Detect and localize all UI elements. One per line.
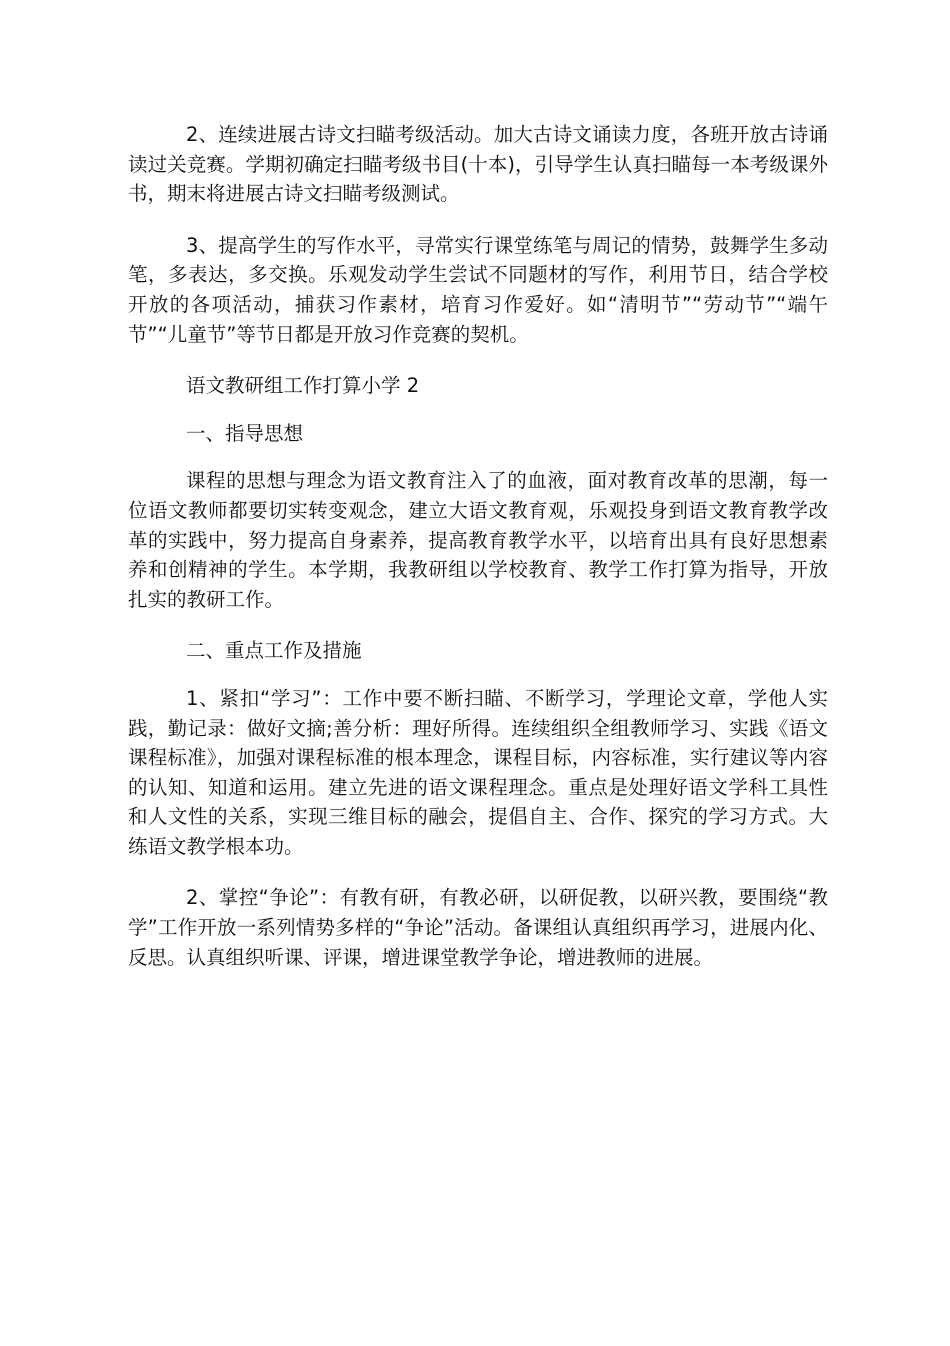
heading-guiding-ideology: 一、指导思想: [186, 421, 304, 445]
paragraph-guiding-ideology: 课程的思想与理念为语文教育注入了的血液，面对教育改革的思潮，每一位语文教师都要切实转变观念，建立大语文教育观，乐观投身到语文教育教学改革的实践中，努力提高自身素养，提高教育教学水平，以培育出具有良好思想素养和创精神的学生。本学期，我教研组以学校教育、教学工作打算为指导，开放扎实的教研工作。: [128, 469, 828, 611]
paragraph-writing-level: 3、提高学生的写作水平，寻常实行课堂练笔与周记的情势，鼓舞学生多动笔，多表达，多交换。乐观发动学生尝试不同题材的写作，利用节日，结合学校开放的各项活动，捕获习作素材，培育习作爱好。如“清明节”“劳动节”“端午节”“儿童节”等节日都是开放习作竞赛的契机。: [128, 233, 828, 346]
paragraph-classical-poetry-reading: 2、连续进展古诗文扫瞄考级活动。加大古诗文诵读力度，各班开放古诗诵读过关竞赛。学期初确定扫瞄考级书目(十本)，引导学生认真扫瞄每一本考级课外书，期末将进展古诗文扫瞄考级测试。: [128, 123, 828, 206]
heading-key-work: 二、重点工作及措施: [186, 639, 362, 663]
section-title: 语文教研组工作打算小学 2: [186, 374, 420, 398]
document-body: [128, 120, 828, 994]
paragraph-study: 1、紧扣“学习”：工作中要不断扫瞄、不断学习，学理论文章，学他人实践，勤记录：做好文摘;善分析：理好所得。连续组织全组教师学习、实践《语文课程标准》，加强对课程标准的根本理念，课程目标，内容标准，实行建议等内容的认知、知道和运用。建立先进的语文课程理念。重点是处理好语文学科工具性和人文性的关系，实现三维目标的融会，提倡自主、合作、探究的学习方式。大练语文教学根本功。: [128, 686, 828, 858]
paragraph-research: 2、掌控“争论”：有教有研，有教必研，以研促教，以研兴教，要围绕“教学”工作开放一系列情势多样的“争论”活动。备课组认真组织再学习，进展内化、反思。认真组织听课、评课，增进课堂教学争论，增进教师的进展。: [128, 886, 828, 969]
